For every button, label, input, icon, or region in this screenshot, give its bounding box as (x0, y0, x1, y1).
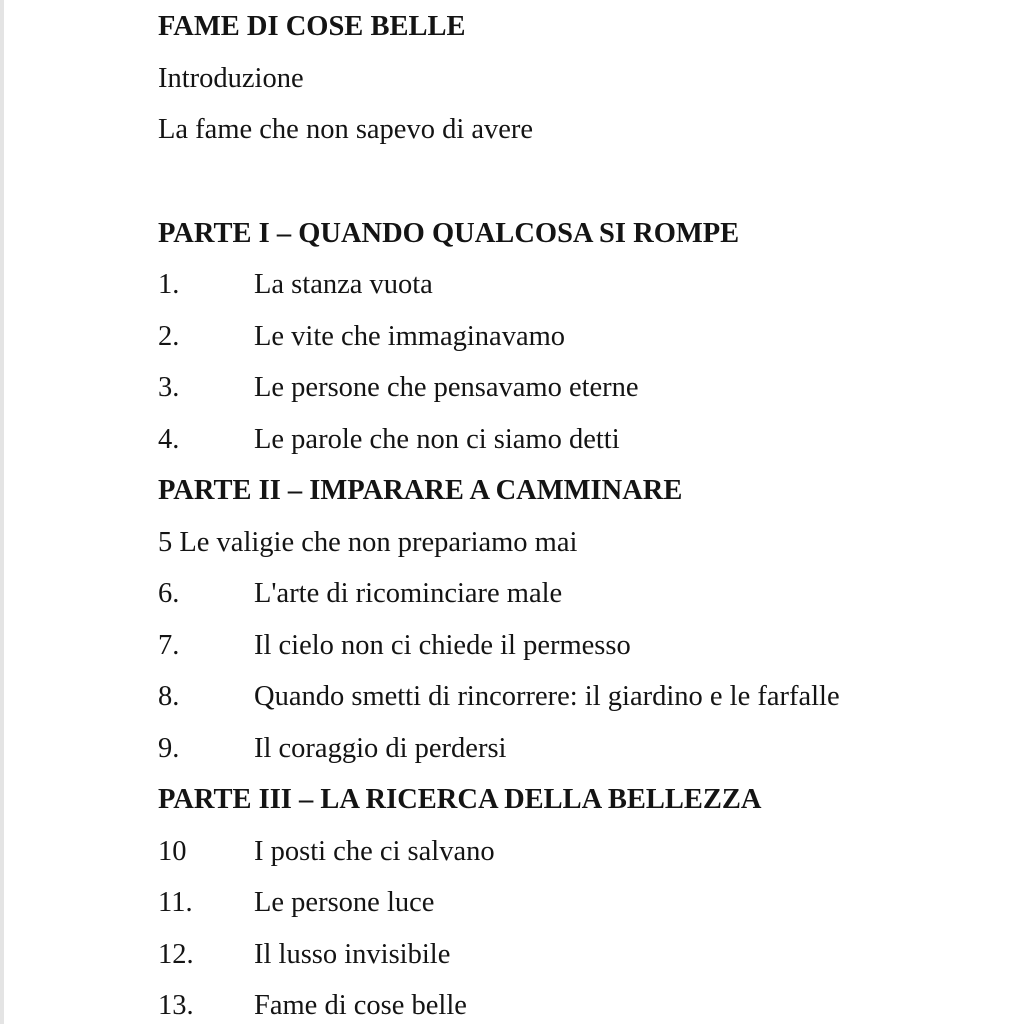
chapter-number: 6. (158, 578, 180, 609)
chapter-entry (158, 882, 1008, 934)
chapter-entry (158, 367, 1008, 419)
intro-heading: Introduzione (158, 62, 304, 94)
intro-subtitle: La fame che non sapevo di avere (158, 114, 534, 145)
part-heading: PARTE III – LA RICERCA DELLA BELLEZZA (158, 784, 762, 815)
chapter-title: Le persone luce (254, 887, 435, 918)
chapter-entry (158, 419, 1008, 471)
chapter-title: Fame di cose belle (254, 990, 467, 1021)
chapter-number: 2. (158, 320, 180, 352)
chapter-entry (158, 985, 1008, 1024)
chapter-title: Le valigie che non prepariamo mai (179, 526, 578, 558)
part-heading: PARTE I – QUANDO QUALCOSA SI ROMPE (158, 217, 740, 249)
chapter-entry (158, 728, 1008, 780)
chapter-number: 11. (158, 887, 193, 918)
chapter-number: 7. (158, 629, 180, 661)
chapter-title: Quando smetti di rincorrere: il giardino e le farfalle (254, 681, 840, 712)
chapter-number: 12. (158, 938, 194, 970)
chapter-entry (158, 264, 1008, 316)
chapter-title: Le parole che non ci siamo detti (254, 423, 620, 455)
chapter-number: 4. (158, 423, 180, 455)
page-edge (0, 0, 4, 1024)
blank-line (158, 161, 1008, 213)
chapter-entry (158, 934, 1008, 986)
part-heading: PARTE II – IMPARARE A CAMMINARE (158, 475, 683, 506)
chapter-number: 5 (158, 526, 173, 558)
chapter-number: 8. (158, 681, 180, 712)
chapter-entry (158, 676, 1008, 728)
chapter-number: 3. (158, 372, 180, 403)
chapter-number: 1. (158, 269, 180, 300)
chapter-entry (158, 625, 1008, 677)
chapter-entry (158, 573, 1008, 625)
chapter-number: 10 (158, 835, 187, 867)
document-title: FAME DI COSE BELLE (158, 11, 466, 42)
chapter-title: Le persone che pensavamo eterne (254, 372, 639, 403)
chapter-entry (158, 831, 1008, 883)
chapter-title: Il cielo non ci chiede il permesso (254, 629, 631, 661)
table-of-contents (158, 6, 1008, 1024)
chapter-title: I posti che ci salvano (254, 835, 495, 867)
chapter-title: L'arte di ricominciare male (254, 578, 563, 609)
chapter-title: La stanza vuota (254, 269, 433, 300)
chapter-title: Le vite che immaginavamo (254, 320, 566, 352)
chapter-title: Il lusso invisibile (254, 938, 451, 970)
chapter-title: Il coraggio di perdersi (254, 732, 507, 764)
chapter-entry (158, 316, 1008, 368)
chapter-number: 9. (158, 732, 180, 764)
chapter-entry (158, 522, 1008, 574)
chapter-number: 13. (158, 990, 194, 1021)
